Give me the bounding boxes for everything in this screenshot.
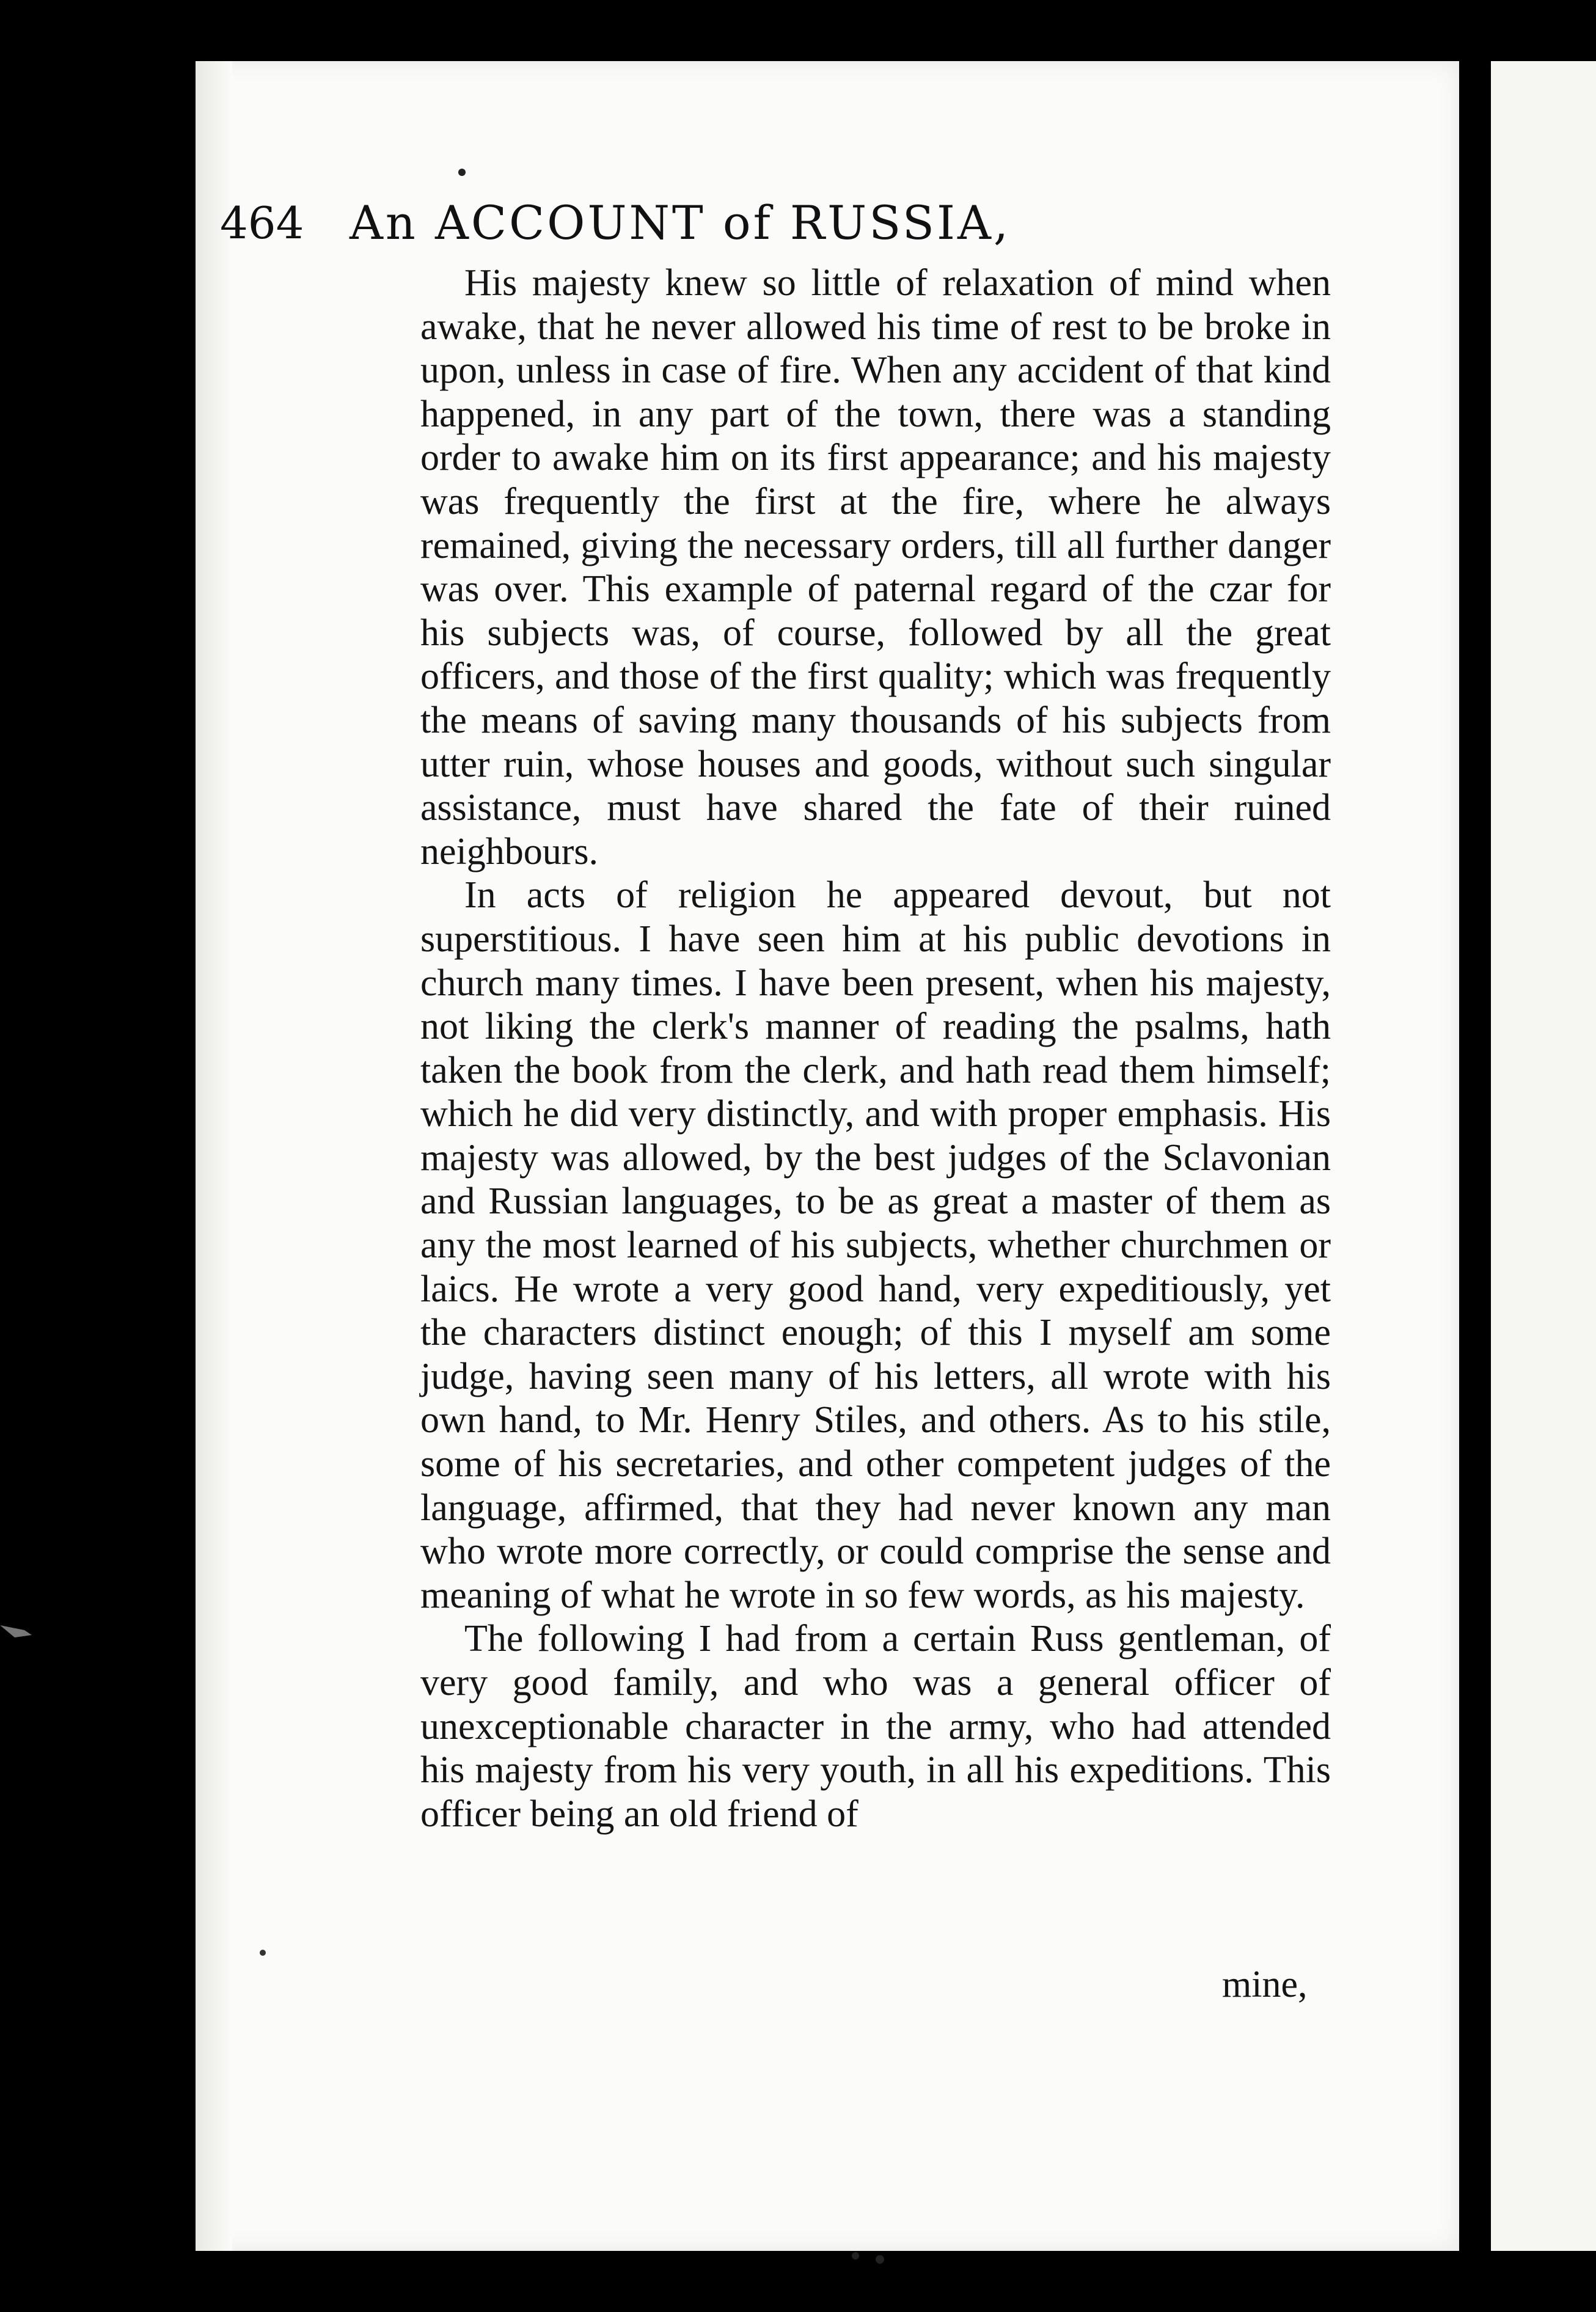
page-number: 464 (220, 197, 304, 249)
paragraph: The following I had from a certain Russ gentleman, of very good family, and who was a general officer of unexceptionable character in the army, who had attended his majesty from his very youth, in all his expeditions. This officer being an old friend of (420, 1618, 1331, 1835)
running-head: An ACCOUNT of RUSSIA, (350, 196, 1011, 250)
paragraph: In acts of religion he appeared devout, but not superstitious. I have seen him at his public devotions in church many times. I have been present, when his majesty, not liking the clerk's manner of reading the psalms, hath taken the book from the clerk, and hath read them himself; which he did very distinctly, and with proper emphasis. His majesty was allowed, by the best judges of the Sclavonian and Russian languages, to be as great a master of them as any the most learned of his subjects, whether churchmen or laics. He wrote a very good hand, very expeditiously, yet the characters distinct enough; of this I myself am some judge, having seen many of his letters, all wrote with his own hand, to Mr. Henry Stiles, and others. As to his stile, some of his secretaries, and other competent judges of the language, affirmed, that they had never known any man who wrote more correctly, or could comprise the sense and meaning of what he wrote in so few words, as his majesty. (420, 874, 1331, 1616)
catchword: mine, (1222, 1964, 1308, 2005)
paragraph: His majesty knew so little of relaxation of mind when awake, that he never allowed his time of rest to be broke in upon, unless in case of fire. When any accident of that kind happened, in any part of the town, there was a standing order to awake him on its first appearance; and his majesty was frequently the first at the fire, where he always remained, giving the necessary orders, till all further danger was over. This example of paternal regard of the czar for his subjects was, of course, followed by all the great officers, and those of the first quality; which was frequently the means of saving many thousands of his subjects from utter ruin, whose houses and goods, without such singular assistance, must have shared the fate of their ruined neighbours. (420, 262, 1331, 872)
